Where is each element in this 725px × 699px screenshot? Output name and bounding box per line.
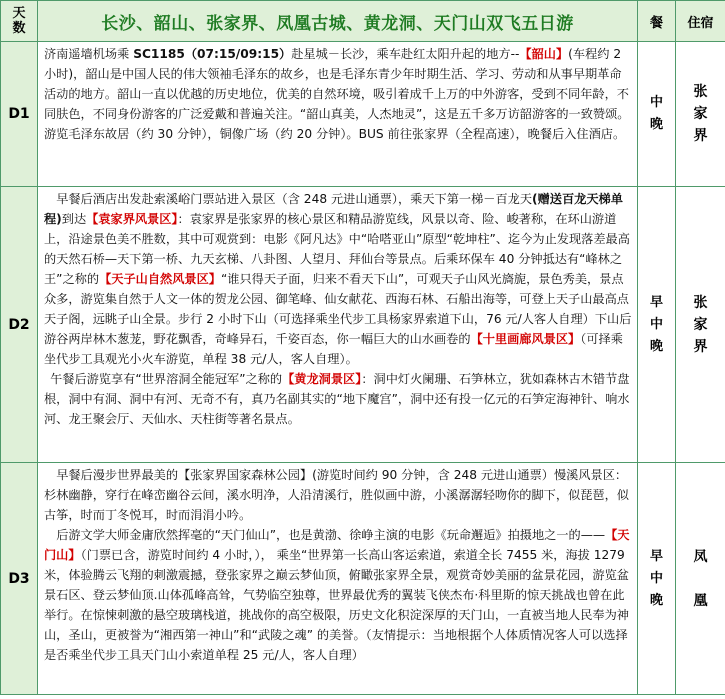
text-segment: 午餐后游览享有“世界溶洞全能冠军”之称的	[50, 372, 283, 386]
stay-cell	[676, 463, 725, 695]
meal-item: 中	[649, 95, 663, 110]
header-day-cell	[1, 1, 38, 42]
text-segment: “谁只得天子面，归来不看天下山”，可观天子山风光旖旎，景色秀美，景点众多，游览集自然于人文一体的贺龙公园、御笔峰、仙女献花、西海石林、石船出海等，可登上天子山最高点天子阁，远眺子山全景。步行 2 小时下山（可选择乘坐代步工具杨家界索道下山，76 元/人客人自理）下山后游谷两岸林木葱茏，野花飘香，奇峰异石，千姿百态，你一幅巨大的山水画卷的	[44, 272, 632, 346]
text-segment: 后游文学大师金庸欣然挥毫的“天门仙山”，也是黄渤、徐峥主演的电影《玩命邂逅》拍摄地之一的——	[56, 528, 606, 542]
text-segment: 早餐后酒店出发赴索溪峪门票站进入景区（含 248 元进山通票），乘天下第一梯－百龙天	[56, 192, 533, 206]
day-paragraph	[44, 369, 633, 429]
meal-cell	[638, 42, 676, 187]
day-paragraph	[44, 525, 633, 665]
text-segment: 赴星城－长沙，乘车赴红太阳升起的地方--	[291, 47, 520, 61]
stay-char: 家	[693, 106, 708, 122]
text-segment: （门票已含，游览时间约 4 小时，）， 乘坐“世界第一长高山客运索道，索道全长 7455 米，海拔 1279 米，体验腾云飞翔的刺激震撼，登张家界之巅云梦仙顶，俯瞰张家界全景，观赏奇妙美丽的盆景花园，游览盆景石区、登云梦仙顶.山体孤峰高耸，气势临空独尊，世界最优秀的翼装飞侠杰布·科里斯的惊天挑战也曾在此举行。在惊悚刺激的悬空玻璃栈道，挑战你的高空极限，历史文化积淀深厚的天门山，一直被当地人民奉为神山，圣山，更被誉为“湘西第一神山”和“武陵之魂” 的美誉。（友情提示：当地根据个人体质情况客人可以选择是否乘坐代步工具天门山小索道单程 25 元/人，客人自理）	[44, 548, 629, 662]
text-segment: 早餐后漫步世界最美的【张家界国家森林公园】(游览时间约 90 分钟，含 248 元进山通票）慢溪风景区：杉林幽静，穿行在峰峦幽谷云间，溪水明净，人沿清溪行，胜似画中游，小溪潺潺轻吻你的脚下，似琵琶，似古筝，时而丁冬悦耳，时而涓涓小吟。	[44, 468, 629, 522]
day-row-d1	[1, 42, 725, 187]
meal-item: 中	[649, 570, 663, 586]
stay-char: 凰	[693, 592, 708, 609]
text-segment: ：袁家界是张家界的核心景区和精品游览线，风景以奇、险、峻著称，在环山游道上，沿途景色美不胜数，其中可观赏到：电影《阿凡达》中“哈嗒亚山”原型“乾坤柱”、迄今为止发现落差最高的天然石桥—天下第一桥、九天玄梯、八卦图、人望月、拜仙台等景点。后乘环保车 40 分钟抵达有“峰林之王”之称的	[44, 212, 630, 286]
stay-cell	[676, 187, 725, 463]
day-label: D2	[1, 187, 38, 463]
meal-item: 晚	[649, 117, 663, 132]
header-meal: 餐	[638, 1, 676, 42]
day-paragraph	[44, 189, 633, 369]
tour-title: 长沙、韶山、张家界、凤凰古城、黄龙洞、天门山双飞五日游	[38, 1, 638, 42]
stay-spacer	[676, 568, 725, 590]
scenic-spot: 【韶山】	[519, 47, 569, 61]
day-description	[38, 42, 638, 187]
stay-char: 家	[693, 316, 708, 333]
meal-item: 中	[649, 316, 663, 332]
header-stay: 住宿	[676, 1, 725, 42]
scenic-spot: 【天门山】	[44, 528, 630, 562]
header-day-label-2: 数	[12, 21, 26, 36]
stay-cell	[676, 42, 725, 187]
stay-char: 界	[693, 338, 708, 355]
day-description	[38, 463, 638, 695]
day-paragraph	[44, 44, 633, 144]
scenic-spot: 【袁家界风景区】	[86, 212, 178, 226]
flight-info: SC1185（07:15/09:15）	[133, 47, 292, 61]
day-description	[38, 187, 638, 463]
gift-note: (赠送百龙天梯单程)	[44, 192, 623, 226]
meal-cell	[638, 187, 676, 463]
meal-item: 晚	[649, 592, 663, 608]
meal-item: 早	[649, 294, 663, 310]
scenic-spot: 【天子山自然风景区】	[99, 272, 221, 286]
stay-char: 界	[693, 128, 708, 144]
stay-char: 凤	[693, 548, 708, 565]
meal-item: 早	[649, 548, 663, 564]
text-segment: (车程约 2 小时)，韶山是中国人民的伟大领袖毛泽东的故乡，也是毛泽东青少年时期生活、学习、劳动和从事早期革命活动的地方。韶山一直以优越的历史地位，优美的自然环境，吸引着成千上万的中外游客，受到不同年龄，不同肤色，不同身份游客的广泛爱戴和普遍关注。“韶山真美，人杰地灵”，这是五千多万访韶游客的一致赞颂。游览毛泽东故居（约 30 分钟），铜像广场（约 20 分钟）。BUS 前往张家界（全程高速），晚餐后入住酒店。	[44, 47, 630, 141]
day-row-d3	[1, 463, 725, 695]
text-segment: （可择乘坐代步工具观光小火车游览，单程 38 元/人，客人自理）。	[44, 332, 623, 366]
day-label: D1	[1, 42, 38, 187]
meal-cell	[638, 463, 676, 695]
text-segment: ：洞中灯火阑珊、石笋林立，犹如森林古木错节盘根，洞中有洞、洞中有河、无奇不有，真乃名副其实的“地下魔宫”，洞中还有投一亿元的石笋定海神针、响水河、龙王聚会厅、天仙水、天柱街等著名景点。	[44, 372, 630, 426]
scenic-spot: 【十里画廊风景区】	[470, 332, 581, 346]
text-segment: 济南遥墙机场乘	[44, 47, 134, 61]
day-label: D3	[1, 463, 38, 695]
meal-item: 晚	[649, 338, 663, 354]
stay-char: 张	[693, 84, 708, 100]
scenic-spot: 【黄龙洞景区】	[282, 372, 362, 386]
header-row	[1, 1, 725, 42]
day-row-d2	[1, 187, 725, 463]
header-day-label-1: 天	[12, 6, 26, 21]
day-paragraph	[44, 465, 633, 525]
stay-char: 张	[693, 294, 708, 311]
text-segment: 到达	[61, 212, 87, 226]
